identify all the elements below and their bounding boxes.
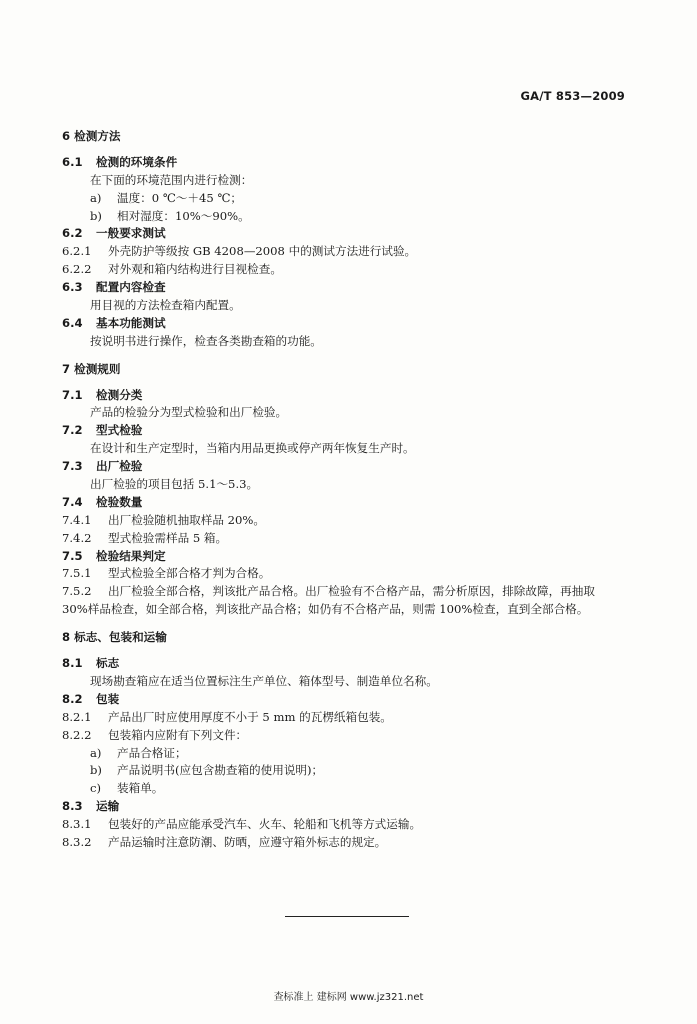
clause-number: 8.1 bbox=[62, 656, 83, 671]
clause-8-2-heading bbox=[62, 691, 642, 709]
clause-number: 8.3.2 bbox=[62, 834, 92, 849]
clause-8-1-text: 现场勘查箱应在适当位置标注生产单位、箱体型号、制造单位名称。 bbox=[90, 673, 438, 688]
clause-7-4-2 bbox=[62, 530, 642, 548]
clause-title: 检验数量 bbox=[96, 494, 143, 509]
document-body bbox=[62, 128, 642, 852]
clause-6-4-heading bbox=[62, 315, 642, 333]
list-text: 温度：0 ℃～＋45 ℃； bbox=[117, 190, 243, 205]
section-6-heading: 6 检测方法 bbox=[62, 129, 121, 143]
clause-title: 运输 bbox=[96, 799, 120, 814]
list-item-b bbox=[62, 762, 642, 780]
clause-text: 包装好的产品应能承受汽车、火车、轮船和飞机等方式运输。 bbox=[108, 817, 422, 832]
list-marker: a) bbox=[90, 190, 102, 205]
clause-6-2-heading bbox=[62, 225, 642, 243]
clause-text: 外壳防护等级按 GB 4208—2008 中的测试方法进行试验。 bbox=[108, 244, 417, 259]
clause-6-3-heading bbox=[62, 279, 642, 297]
section-7-heading: 7 检测规则 bbox=[62, 361, 121, 376]
clause-7-2-heading bbox=[62, 422, 642, 440]
clause-number: 7.2 bbox=[62, 423, 83, 438]
clause-number: 8.2 bbox=[62, 691, 83, 706]
list-item-c bbox=[62, 780, 642, 798]
clause-7-2-text: 在设计和生产定型时，当箱内用品更换或停产两年恢复生产时。 bbox=[90, 441, 415, 456]
clause-number: 6.2 bbox=[62, 226, 83, 241]
clause-title: 检测的环境条件 bbox=[96, 154, 178, 169]
clause-text: 型式检验需样品 5 箱。 bbox=[108, 530, 228, 545]
list-marker: a) bbox=[90, 745, 102, 760]
clause-number: 6.2.2 bbox=[62, 262, 92, 277]
clause-number: 6.4 bbox=[62, 315, 83, 330]
clause-number: 7.4.1 bbox=[62, 512, 92, 527]
clause-text: 产品出厂时应使用厚度不小于 5 mm 的瓦楞纸箱包装。 bbox=[108, 709, 392, 724]
clause-number: 7.3 bbox=[62, 459, 83, 474]
clause-number: 7.5 bbox=[62, 548, 83, 563]
list-text: 产品合格证； bbox=[117, 745, 187, 760]
clause-number: 7.5.1 bbox=[62, 566, 92, 581]
clause-number: 8.2.1 bbox=[62, 709, 92, 724]
clause-6-1-heading bbox=[62, 154, 642, 172]
clause-text: 型式检验全部合格才判为合格。 bbox=[108, 566, 271, 581]
end-of-document-rule bbox=[285, 916, 409, 917]
clause-text: 对外观和箱内结构进行目视检查。 bbox=[108, 262, 282, 277]
clause-8-2-1 bbox=[62, 709, 642, 727]
clause-7-5-1 bbox=[62, 565, 642, 583]
clause-7-1-text: 产品的检验分为型式检验和出厂检验。 bbox=[90, 405, 288, 420]
clause-number: 8.3 bbox=[62, 799, 83, 814]
clause-number: 6.2.1 bbox=[62, 244, 92, 259]
clause-6-4-text: 按说明书进行操作，检查各类勘查箱的功能。 bbox=[90, 333, 322, 348]
clause-title: 型式检验 bbox=[96, 423, 143, 438]
clause-6-3-text: 用目视的方法检查箱内配置。 bbox=[90, 298, 241, 313]
clause-8-1-heading bbox=[62, 655, 642, 673]
clause-6-1-intro: 在下面的环境范围内进行检测： bbox=[90, 172, 253, 187]
clause-number: 7.5.2 bbox=[62, 584, 92, 599]
clause-7-3-heading bbox=[62, 458, 642, 476]
clause-7-4-1 bbox=[62, 512, 642, 530]
list-text: 装箱单。 bbox=[117, 781, 164, 796]
clause-text: 包装箱内应附有下列文件： bbox=[108, 727, 248, 742]
clause-number: 6.1 bbox=[62, 154, 83, 169]
clause-7-1-heading bbox=[62, 387, 642, 405]
clause-8-3-2 bbox=[62, 834, 642, 852]
list-item-a bbox=[62, 745, 642, 763]
clause-8-3-1 bbox=[62, 816, 642, 834]
clause-title: 检验结果判定 bbox=[96, 548, 166, 563]
list-text: 相对湿度：10%～90%。 bbox=[117, 208, 250, 223]
clause-title: 标志 bbox=[96, 656, 120, 671]
clause-title: 基本功能测试 bbox=[96, 315, 166, 330]
clause-title: 包装 bbox=[96, 691, 120, 706]
clause-title: 检测分类 bbox=[96, 387, 143, 402]
clause-text: 产品运输时注意防潮、防晒，应遵守箱外标志的规定。 bbox=[108, 834, 387, 849]
clause-7-3-text: 出厂检验的项目包括 5.1～5.3。 bbox=[90, 477, 259, 492]
clause-7-4-heading bbox=[62, 494, 642, 512]
clause-title: 出厂检验 bbox=[96, 459, 143, 474]
clause-title: 配置内容检查 bbox=[96, 280, 166, 295]
clause-7-5-2-continued: 30%样品检查，如全部合格，判该批产品合格；如仍有不合格产品，则需 100%检查，直到全部合格。 bbox=[62, 602, 589, 617]
list-item-b bbox=[62, 208, 642, 226]
clause-text: 出厂检验随机抽取样品 20%。 bbox=[108, 512, 265, 527]
clause-6-2-2 bbox=[62, 261, 642, 279]
clause-8-2-2 bbox=[62, 727, 642, 745]
list-marker: b) bbox=[90, 208, 102, 223]
clause-7-5-heading bbox=[62, 548, 642, 566]
clause-number: 7.1 bbox=[62, 387, 83, 402]
list-text: 产品说明书(应包含勘查箱的使用说明)； bbox=[117, 763, 324, 778]
list-marker: c) bbox=[90, 781, 102, 796]
clause-6-2-1 bbox=[62, 243, 642, 261]
clause-number: 8.3.1 bbox=[62, 817, 92, 832]
clause-number: 7.4.2 bbox=[62, 530, 92, 545]
clause-7-5-2 bbox=[62, 583, 642, 601]
clause-title: 一般要求测试 bbox=[96, 226, 166, 241]
document-code: GA/T 853—2009 bbox=[520, 89, 625, 103]
footer-watermark: 查标准上 建标网 www.jz321.net bbox=[273, 992, 424, 1003]
clause-number: 6.3 bbox=[62, 280, 83, 295]
list-item-a bbox=[62, 190, 642, 208]
clause-number: 8.2.2 bbox=[62, 727, 92, 742]
clause-8-3-heading bbox=[62, 798, 642, 816]
clause-text: 出厂检验全部合格，判该批产品合格。出厂检验有不合格产品，需分析原因，排除故障，再抽取 bbox=[108, 584, 595, 599]
clause-number: 7.4 bbox=[62, 494, 83, 509]
section-8-heading: 8 标志、包装和运输 bbox=[62, 630, 167, 645]
list-marker: b) bbox=[90, 763, 102, 778]
